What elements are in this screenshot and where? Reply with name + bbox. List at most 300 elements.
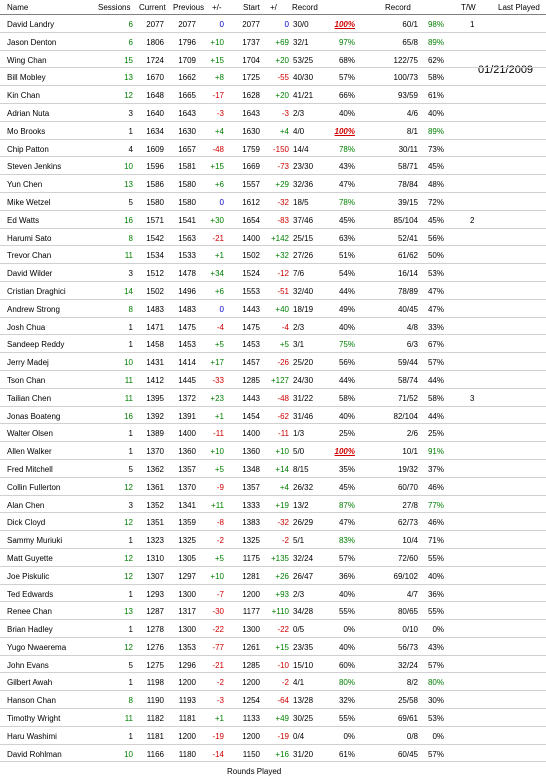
match-record: 32/36 xyxy=(293,180,314,190)
total-change: +19 xyxy=(275,500,289,510)
rating-change: -30 xyxy=(212,607,224,617)
game-record: 100/73 xyxy=(393,73,418,83)
game-record: 82/104 xyxy=(393,411,418,421)
match-win-pct: 100% xyxy=(334,20,355,29)
current-rating: 1389 xyxy=(146,429,164,439)
current-rating: 1352 xyxy=(146,500,164,510)
start-rating: 1150 xyxy=(242,749,260,759)
start-rating: 1557 xyxy=(242,180,260,190)
start-rating: 1400 xyxy=(242,233,260,243)
table-row xyxy=(0,691,546,709)
previous-rating: 1297 xyxy=(178,571,196,581)
match-win-pct: 100% xyxy=(334,126,355,136)
rating-change: -3 xyxy=(216,108,224,118)
current-rating: 1542 xyxy=(146,233,164,243)
rating-change: -33 xyxy=(212,375,224,385)
match-win-pct: 68% xyxy=(338,55,355,65)
sessions-cell: 12 xyxy=(124,553,133,563)
current-rating: 1361 xyxy=(146,482,164,492)
rating-change: -19 xyxy=(212,731,224,741)
game-record: 27/8 xyxy=(402,500,418,510)
match-win-pct: 25% xyxy=(338,429,355,439)
match-record: 1/3 xyxy=(293,429,305,439)
rating-change: -22 xyxy=(212,625,224,635)
game-win-pct: 67% xyxy=(427,340,444,350)
start-rating: 1737 xyxy=(242,37,260,47)
current-rating: 1287 xyxy=(146,607,164,617)
match-record: 2/3 xyxy=(293,108,305,118)
player-name: Brian Hadley xyxy=(7,625,53,635)
start-rating: 1200 xyxy=(242,731,260,741)
match-win-pct: 40% xyxy=(338,411,355,421)
start-rating: 1177 xyxy=(242,607,260,617)
match-win-pct: 0% xyxy=(343,625,355,635)
rating-change: +1 xyxy=(214,411,224,421)
rating-change: -21 xyxy=(212,233,224,243)
rating-change: +5 xyxy=(214,464,224,474)
match-win-pct: 57% xyxy=(338,553,355,563)
player-name: Wing Chan xyxy=(7,55,47,65)
table-row xyxy=(0,371,546,389)
rating-change: +6 xyxy=(214,286,224,296)
match-record: 32/1 xyxy=(293,37,309,47)
match-win-pct: 55% xyxy=(338,607,355,617)
table-row xyxy=(0,389,546,407)
table-row xyxy=(0,282,546,300)
table-row xyxy=(0,709,546,727)
match-win-pct: 80% xyxy=(338,678,355,688)
rating-change: -8 xyxy=(216,518,224,528)
game-win-pct: 98% xyxy=(427,20,444,29)
total-change: -12 xyxy=(277,269,289,279)
match-win-pct: 60% xyxy=(338,660,355,670)
player-name: Fred Mitchell xyxy=(7,464,53,474)
total-change: +29 xyxy=(275,180,289,190)
total-change: +26 xyxy=(275,571,289,581)
header-current: Current xyxy=(139,3,166,12)
start-rating: 1285 xyxy=(242,660,260,670)
total-change: -22 xyxy=(277,625,289,635)
rating-change: +10 xyxy=(210,571,224,581)
match-win-pct: 57% xyxy=(338,73,355,83)
start-rating: 1357 xyxy=(242,482,260,492)
match-record: 24/30 xyxy=(293,375,314,385)
previous-rating: 1662 xyxy=(178,73,196,83)
player-name: Josh Chua xyxy=(7,322,46,332)
game-record: 0/8 xyxy=(406,731,418,741)
total-change: +40 xyxy=(275,304,289,314)
match-record: 13/2 xyxy=(293,500,309,510)
sessions-cell: 1 xyxy=(128,447,133,457)
current-rating: 1323 xyxy=(146,536,164,546)
game-win-pct: 89% xyxy=(427,37,444,47)
sessions-cell: 14 xyxy=(124,286,133,296)
start-rating: 1630 xyxy=(242,126,260,136)
table-row xyxy=(0,68,546,86)
start-rating: 1261 xyxy=(242,642,260,652)
current-rating: 1392 xyxy=(146,411,164,421)
player-name: Adrian Nuta xyxy=(7,108,50,118)
rating-change: -2 xyxy=(216,536,224,546)
game-win-pct: 53% xyxy=(427,269,444,279)
total-change: -83 xyxy=(277,215,289,225)
rating-change: +15 xyxy=(210,55,224,65)
sessions-cell: 8 xyxy=(128,233,133,243)
match-record: 26/47 xyxy=(293,571,314,581)
table-row xyxy=(0,620,546,638)
previous-rating: 1630 xyxy=(178,126,196,136)
previous-rating: 1796 xyxy=(178,37,196,47)
tournament-wins: 2 xyxy=(470,215,475,225)
game-win-pct: 62% xyxy=(427,55,444,65)
rating-change: +5 xyxy=(214,340,224,350)
sessions-cell: 11 xyxy=(124,393,133,403)
game-record: 8/1 xyxy=(406,126,418,136)
start-rating: 1669 xyxy=(242,162,260,172)
current-rating: 1458 xyxy=(146,340,164,350)
previous-rating: 1478 xyxy=(178,269,196,279)
current-rating: 1609 xyxy=(146,144,164,154)
match-win-pct: 40% xyxy=(338,322,355,332)
current-rating: 1670 xyxy=(146,73,164,83)
total-change: +15 xyxy=(275,642,289,652)
sessions-cell: 8 xyxy=(128,696,133,706)
tournament-wins: 3 xyxy=(470,393,475,403)
player-name: Chip Patton xyxy=(7,144,49,154)
table-row xyxy=(0,229,546,247)
start-rating: 1612 xyxy=(242,197,260,207)
rating-change: +5 xyxy=(214,553,224,563)
player-name: Alan Chen xyxy=(7,500,45,510)
total-change: -2 xyxy=(281,678,289,688)
game-record: 78/84 xyxy=(397,180,418,190)
header-record: Record xyxy=(292,3,318,12)
table-row xyxy=(0,673,546,691)
match-record: 18/5 xyxy=(293,197,309,207)
start-rating: 1281 xyxy=(242,571,260,581)
previous-rating: 1360 xyxy=(178,447,196,457)
game-win-pct: 56% xyxy=(427,233,444,243)
game-record: 0/10 xyxy=(402,625,418,635)
game-win-pct: 55% xyxy=(427,553,444,563)
player-name: David Rohlman xyxy=(7,749,62,759)
previous-rating: 1580 xyxy=(178,197,196,207)
game-win-pct: 58% xyxy=(427,393,444,403)
game-win-pct: 72% xyxy=(427,197,444,207)
match-win-pct: 75% xyxy=(338,340,355,350)
match-win-pct: 43% xyxy=(338,162,355,172)
total-change: -4 xyxy=(281,322,289,332)
rating-change: +11 xyxy=(211,500,224,510)
total-change: +16 xyxy=(275,749,289,759)
game-record: 10/1 xyxy=(402,447,418,457)
player-name: Ted Edwards xyxy=(7,589,54,599)
previous-rating: 1357 xyxy=(178,464,196,474)
start-rating: 1453 xyxy=(242,340,260,350)
total-change: 0 xyxy=(284,20,289,29)
sessions-cell: 3 xyxy=(128,108,133,118)
table-row xyxy=(0,157,546,175)
match-win-pct: 47% xyxy=(338,518,355,528)
game-win-pct: 53% xyxy=(427,714,444,724)
start-rating: 1325 xyxy=(242,536,260,546)
player-name: Jerry Madej xyxy=(7,358,49,368)
game-win-pct: 57% xyxy=(427,358,444,368)
rating-change: +17 xyxy=(210,358,224,368)
current-rating: 1181 xyxy=(146,731,164,741)
match-record: 5/0 xyxy=(293,447,305,457)
player-name: Mike Wetzel xyxy=(7,197,51,207)
game-record: 56/73 xyxy=(397,642,418,652)
game-win-pct: 44% xyxy=(427,411,444,421)
current-rating: 1571 xyxy=(146,215,164,225)
match-win-pct: 40% xyxy=(338,108,355,118)
table-row xyxy=(0,318,546,336)
game-win-pct: 57% xyxy=(427,749,444,759)
current-rating: 1412 xyxy=(146,375,164,385)
sessions-cell: 1 xyxy=(128,678,133,688)
game-record: 52/41 xyxy=(397,233,418,243)
game-win-pct: 45% xyxy=(427,162,444,172)
game-win-pct: 77% xyxy=(427,500,444,510)
start-rating: 1383 xyxy=(242,518,260,528)
game-record: 60/45 xyxy=(397,749,418,759)
previous-rating: 1414 xyxy=(178,358,196,368)
rating-change: -11 xyxy=(213,429,224,439)
sessions-cell: 10 xyxy=(124,358,133,368)
rating-change: +34 xyxy=(210,269,224,279)
table-row xyxy=(0,745,546,763)
header-name: Name xyxy=(7,3,29,12)
total-change: -19 xyxy=(277,731,289,741)
game-record: 80/65 xyxy=(397,607,418,617)
current-rating: 1806 xyxy=(146,37,164,47)
table-row xyxy=(0,602,546,620)
match-record: 31/46 xyxy=(293,411,314,421)
player-name: Joe Piskulic xyxy=(7,571,50,581)
previous-rating: 1181 xyxy=(178,714,196,724)
table-row xyxy=(0,175,546,193)
rating-change: -77 xyxy=(212,642,224,652)
sessions-cell: 3 xyxy=(128,269,133,279)
previous-rating: 1453 xyxy=(178,340,196,350)
match-record: 2/3 xyxy=(293,322,305,332)
previous-rating: 1563 xyxy=(178,233,196,243)
player-name: Collin Fullerton xyxy=(7,482,61,492)
game-record: 60/70 xyxy=(397,482,418,492)
start-rating: 1360 xyxy=(242,447,260,457)
previous-rating: 1353 xyxy=(178,642,196,652)
game-record: 10/4 xyxy=(402,536,418,546)
current-rating: 1502 xyxy=(146,286,164,296)
match-win-pct: 36% xyxy=(338,571,355,581)
table-row xyxy=(0,51,546,69)
sessions-cell: 11 xyxy=(124,375,133,385)
start-rating: 1333 xyxy=(242,500,260,510)
total-change: +5 xyxy=(279,340,289,350)
table-row xyxy=(0,407,546,425)
match-win-pct: 40% xyxy=(338,642,355,652)
match-record: 30/25 xyxy=(293,714,314,724)
previous-rating: 1391 xyxy=(178,411,196,421)
start-rating: 1300 xyxy=(242,625,260,635)
total-change: -73 xyxy=(277,162,289,172)
rating-change: +4 xyxy=(214,126,224,136)
game-win-pct: 48% xyxy=(427,180,444,190)
game-win-pct: 0% xyxy=(432,625,444,635)
current-rating: 1276 xyxy=(146,642,164,652)
match-record: 4/0 xyxy=(293,126,305,136)
match-record: 0/4 xyxy=(293,731,305,741)
previous-rating: 1305 xyxy=(178,553,196,563)
rating-change: -2 xyxy=(216,678,224,688)
match-record: 15/10 xyxy=(293,660,314,670)
game-win-pct: 50% xyxy=(427,251,444,261)
sessions-cell: 1 xyxy=(128,322,133,332)
table-header xyxy=(0,0,546,14)
rating-change: -7 xyxy=(216,589,224,599)
start-rating: 1348 xyxy=(242,464,260,474)
start-rating: 1454 xyxy=(242,411,260,421)
game-record: 71/52 xyxy=(397,393,418,403)
sessions-cell: 12 xyxy=(124,571,133,581)
rating-change: +30 xyxy=(210,215,224,225)
match-win-pct: 55% xyxy=(338,714,355,724)
header-tw: T/W xyxy=(461,3,476,12)
sessions-cell: 6 xyxy=(128,37,133,47)
match-record: 26/32 xyxy=(293,482,314,492)
table-row xyxy=(0,460,546,478)
sessions-cell: 13 xyxy=(124,73,133,83)
match-record: 14/4 xyxy=(293,144,309,154)
sessions-cell: 11 xyxy=(124,251,133,261)
start-rating: 1524 xyxy=(242,269,260,279)
start-rating: 1133 xyxy=(242,714,260,724)
footer-partial-text: Rounds Played xyxy=(227,767,282,776)
table-row xyxy=(0,193,546,211)
table-row xyxy=(0,727,546,745)
game-record: 58/71 xyxy=(397,162,418,172)
rating-change: +10 xyxy=(210,447,224,457)
previous-rating: 1200 xyxy=(178,678,196,688)
game-win-pct: 89% xyxy=(427,126,444,136)
table-row xyxy=(0,104,546,122)
player-name: Jonas Boateng xyxy=(7,411,61,421)
sessions-cell: 5 xyxy=(128,464,133,474)
total-change: -11 xyxy=(278,429,289,439)
player-name: Gilbert Awah xyxy=(7,678,53,688)
player-name: Renee Chan xyxy=(7,607,52,617)
total-change: +4 xyxy=(279,126,289,136)
player-name: John Evans xyxy=(7,660,49,670)
match-win-pct: 83% xyxy=(338,536,355,546)
table-row xyxy=(0,442,546,460)
start-rating: 1553 xyxy=(242,286,260,296)
sessions-cell: 12 xyxy=(124,518,133,528)
player-name: Dick Cloyd xyxy=(7,518,46,528)
match-win-pct: 78% xyxy=(338,144,355,154)
total-change: -2 xyxy=(281,536,289,546)
game-record: 25/58 xyxy=(397,696,418,706)
game-record: 39/15 xyxy=(397,197,418,207)
total-change: -55 xyxy=(277,73,289,83)
total-change: -62 xyxy=(277,411,289,421)
game-win-pct: 36% xyxy=(427,589,444,599)
rating-change: +15 xyxy=(210,162,224,172)
player-name: Yun Chen xyxy=(7,180,43,190)
current-rating: 1370 xyxy=(146,447,164,457)
total-change: +142 xyxy=(270,233,289,243)
start-rating: 1502 xyxy=(242,251,260,261)
start-rating: 1443 xyxy=(242,304,260,314)
table-row xyxy=(0,585,546,603)
total-change: -32 xyxy=(277,197,289,207)
match-win-pct: 49% xyxy=(338,304,355,314)
sessions-cell: 3 xyxy=(128,500,133,510)
current-rating: 1512 xyxy=(146,269,164,279)
previous-rating: 1400 xyxy=(178,429,196,439)
current-rating: 1310 xyxy=(146,553,164,563)
current-rating: 1190 xyxy=(146,696,164,706)
start-rating: 2077 xyxy=(242,20,260,29)
header-record-2: Record xyxy=(385,3,411,12)
sessions-cell: 12 xyxy=(124,91,133,101)
previous-rating: 1657 xyxy=(178,144,196,154)
match-win-pct: 100% xyxy=(334,447,355,457)
game-record: 59/44 xyxy=(397,358,418,368)
start-rating: 1704 xyxy=(242,55,260,65)
game-record: 30/11 xyxy=(398,144,418,154)
start-rating: 1443 xyxy=(242,393,260,403)
total-change: -32 xyxy=(277,518,289,528)
player-name: Timothy Wright xyxy=(7,714,61,724)
match-win-pct: 58% xyxy=(338,393,355,403)
previous-rating: 1665 xyxy=(178,91,196,101)
match-record: 37/46 xyxy=(293,215,314,225)
current-rating: 1586 xyxy=(146,180,164,190)
game-record: 61/62 xyxy=(397,251,418,261)
game-win-pct: 58% xyxy=(427,73,444,83)
match-record: 8/15 xyxy=(293,464,309,474)
player-name: Allen Walker xyxy=(7,447,52,457)
game-win-pct: 57% xyxy=(427,660,444,670)
total-change: +93 xyxy=(275,589,289,599)
rating-change: -3 xyxy=(216,696,224,706)
start-rating: 1175 xyxy=(242,553,260,563)
rating-change: -17 xyxy=(212,91,224,101)
previous-rating: 1193 xyxy=(178,696,196,706)
current-rating: 1166 xyxy=(146,749,164,759)
sessions-cell: 13 xyxy=(124,180,133,190)
game-record: 62/73 xyxy=(397,518,418,528)
previous-rating: 1445 xyxy=(178,375,196,385)
rating-change: +23 xyxy=(210,393,224,403)
current-rating: 1471 xyxy=(146,322,164,332)
header-plus-minus-2: +/ xyxy=(270,3,277,12)
start-rating: 1200 xyxy=(242,678,260,688)
match-win-pct: 0% xyxy=(343,731,355,741)
previous-rating: 1372 xyxy=(178,393,196,403)
player-name: Kin Chan xyxy=(7,91,40,101)
match-win-pct: 44% xyxy=(338,375,355,385)
match-record: 5/1 xyxy=(293,536,305,546)
match-win-pct: 56% xyxy=(338,358,355,368)
report-date: 01/21/2009 xyxy=(478,64,534,76)
match-record: 4/1 xyxy=(293,678,305,688)
match-win-pct: 44% xyxy=(338,286,355,296)
match-record: 27/26 xyxy=(293,251,314,261)
table-row xyxy=(0,122,546,140)
